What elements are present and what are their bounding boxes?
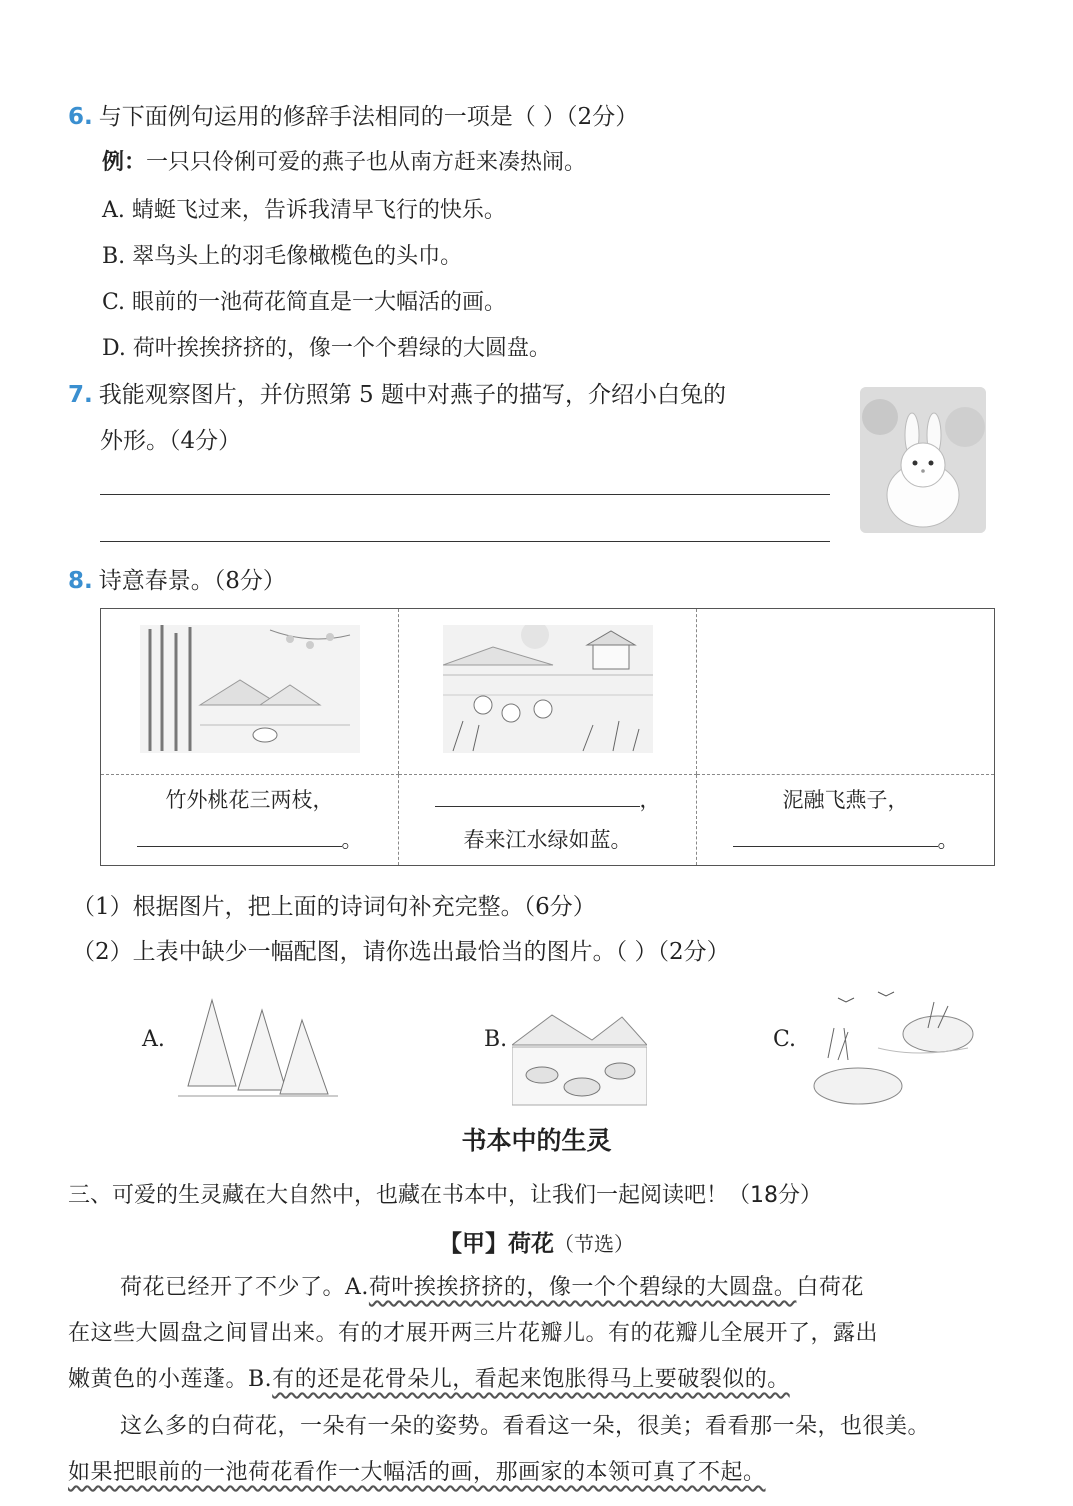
q6-example-text: 一只只伶俐可爱的燕子也从南方赶来凑热闹。	[146, 150, 587, 175]
q8-number: 8.	[68, 568, 93, 594]
q6-text: 与下面例句运用的修辞手法相同的一项是（ ）（2分）	[98, 104, 639, 130]
q6-option-b[interactable]: B. 翠鸟头上的羽毛像橄榄色的头巾。	[102, 244, 463, 269]
poem-2-blank[interactable]	[435, 784, 640, 807]
choice-c-label[interactable]: C.	[773, 1027, 797, 1052]
passage-line-5: 如果把眼前的一池荷花看作一大幅活的画，那画家的本领可真了不起。	[68, 1460, 766, 1485]
q8-sub2: （2）上表中缺少一幅配图，请你选出最恰当的图片。（ ）（2分）	[72, 939, 730, 965]
river-scene-image	[443, 625, 653, 753]
poem-cell-1-text	[101, 775, 399, 866]
poem-cell-3-text	[697, 775, 995, 866]
poem-2-line2: 春来江水绿如蓝。	[463, 828, 632, 852]
poem-1-line1: 竹外桃花三两枝，	[165, 788, 334, 812]
poem-3-period: 。	[937, 828, 959, 852]
choice-b-label[interactable]: B.	[484, 1027, 508, 1052]
section-heading: 书本中的生灵	[461, 1126, 612, 1155]
q7-line2: 外形。（4分）	[100, 428, 242, 454]
q6-option-a[interactable]: A. 蜻蜓飞过来，告诉我清早飞行的快乐。	[102, 198, 506, 223]
q6-number: 6.	[68, 104, 93, 130]
rabbit-image	[860, 387, 986, 533]
q6-option-c[interactable]: C. 眼前的一池荷花简直是一大幅活的画。	[102, 290, 507, 315]
passage-line-2: 在这些大圆盘之间冒出来。有的才展开两三片花瓣儿。有的花瓣儿全展开了，露出	[68, 1321, 879, 1346]
poem-table	[100, 608, 995, 866]
passage-1a: 荷花已经开了不少了。	[120, 1275, 346, 1300]
passage-3a: 嫩黄色的小莲蓬。	[68, 1367, 249, 1392]
choice-a-image[interactable]	[178, 990, 338, 1102]
q7-stem	[68, 376, 726, 409]
choice-c-image[interactable]	[808, 988, 978, 1108]
poem-1-period: 。	[341, 828, 363, 852]
passage-note: （节选）	[554, 1232, 634, 1256]
q7-answer-line-2[interactable]	[100, 541, 830, 542]
q7-line1: 我能观察图片，并仿照第 5 题中对燕子的描写，介绍小白兔的	[98, 382, 727, 408]
passage-1d: 白荷花	[796, 1275, 864, 1300]
bamboo-scene-image	[140, 625, 360, 753]
poem-cell-2-text	[399, 775, 697, 866]
q7-number: 7.	[68, 382, 93, 408]
poem-1-blank[interactable]	[137, 824, 342, 847]
passage-title: 【甲】荷花	[439, 1231, 554, 1257]
marker-a: A.	[345, 1275, 369, 1300]
passage-line-1	[120, 1270, 864, 1301]
q8-stem	[68, 562, 286, 595]
q6-example	[102, 145, 586, 176]
choice-b-image[interactable]	[512, 995, 647, 1107]
q6-example-label: 例：	[102, 150, 147, 175]
marker-b: B.	[248, 1367, 273, 1392]
poem-cell-1-image	[101, 609, 399, 775]
poem-cell-2-image	[399, 609, 697, 775]
q6-stem	[68, 98, 638, 131]
q7-answer-line-1[interactable]	[100, 494, 830, 495]
passage-title-row	[0, 1225, 1073, 1258]
q6-option-d[interactable]: D. 荷叶挨挨挤挤的，像一个个碧绿的大圆盘。	[102, 336, 551, 361]
q8-title: 诗意春景。（8分）	[98, 568, 286, 594]
q8-sub1: （1）根据图片，把上面的诗词句补充完整。（6分）	[72, 894, 596, 920]
poem-3-line1: 泥融飞燕子，	[782, 788, 909, 812]
poem-2-comma: ，	[639, 788, 661, 812]
sentence-b: 有的还是花骨朵儿，看起来饱胀得马上要破裂似的。	[272, 1367, 790, 1392]
passage-line-4: 这么多的白荷花，一朵有一朵的姿势。看看这一朵，很美；看看那一朵，也很美。	[120, 1414, 931, 1439]
passage-line-3	[68, 1362, 790, 1393]
section-intro: 三、可爱的生灵藏在大自然中，也藏在书本中，让我们一起阅读吧！（18分）	[68, 1183, 822, 1208]
choice-a-label[interactable]: A.	[142, 1027, 165, 1052]
poem-3-blank[interactable]	[733, 824, 938, 847]
poem-cell-3-image-empty	[697, 609, 995, 775]
sentence-a: 荷叶挨挨挤挤的，像一个个碧绿的大圆盘。	[368, 1275, 797, 1300]
